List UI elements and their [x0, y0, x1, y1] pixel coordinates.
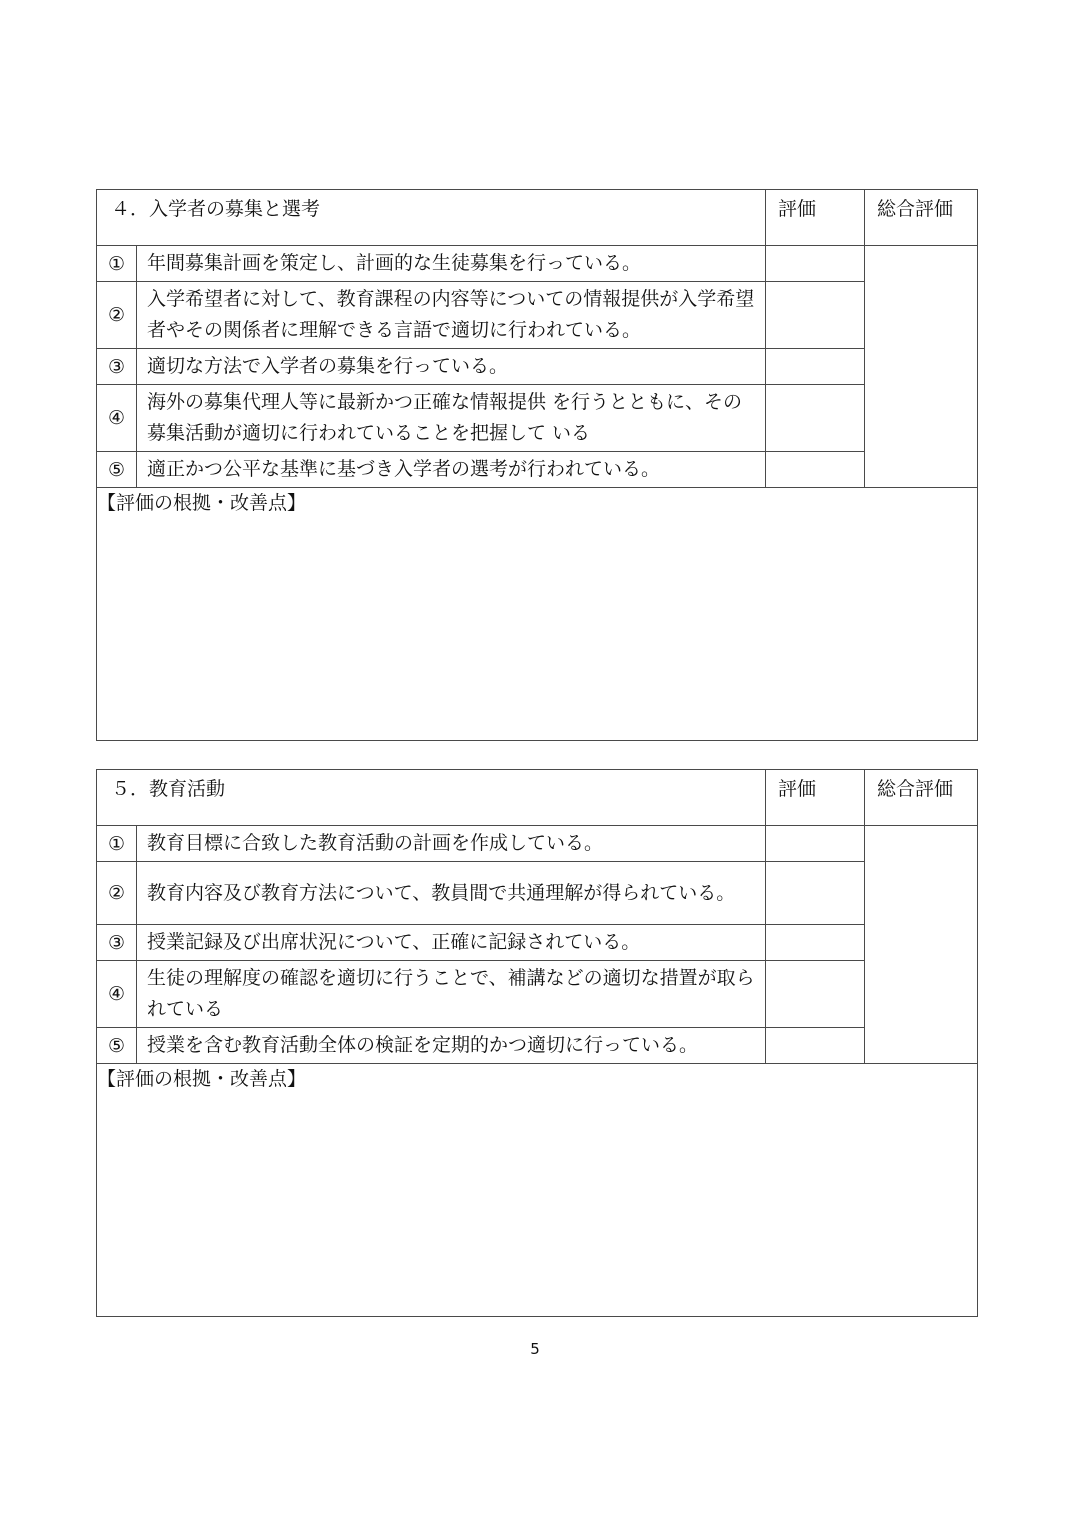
item-number: ③ — [97, 925, 137, 961]
page-number: 5 — [530, 1340, 540, 1358]
item-text: 授業記録及び出席状況について、正確に記録されている。 — [137, 925, 766, 961]
item-text: 適正かつ公平な基準に基づき入学者の選考が行われている。 — [137, 452, 766, 488]
item-text: 教育目標に合致した教育活動の計画を作成している。 — [137, 826, 766, 862]
evaluation-cell[interactable] — [766, 961, 865, 1028]
evaluation-cell[interactable] — [766, 385, 865, 452]
item-text: 教育内容及び教育方法について、教員間で共通理解が得られている。 — [137, 862, 766, 925]
item-number: ⑤ — [97, 1028, 137, 1064]
item-text: 適切な方法で入学者の募集を行っている。 — [137, 349, 766, 385]
evaluation-cell[interactable] — [766, 862, 865, 925]
item-number: ③ — [97, 349, 137, 385]
section-4-evaluation-table — [96, 189, 977, 741]
item-number: ① — [97, 826, 137, 862]
evaluation-cell[interactable] — [766, 925, 865, 961]
section-title: ５．教育活動 — [97, 770, 766, 826]
item-number: ④ — [97, 961, 137, 1028]
evaluation-table — [96, 769, 978, 1317]
evaluation-cell[interactable] — [766, 246, 865, 282]
item-text: 海外の募集代理人等に最新かつ正確な情報提供 を行うとともに、その募集活動が適切に行われていることを把握して いる — [137, 385, 766, 452]
evaluation-cell[interactable] — [766, 452, 865, 488]
item-number: ① — [97, 246, 137, 282]
notes-area[interactable] — [97, 1064, 978, 1317]
overall-evaluation-header: 総合評価 — [865, 770, 978, 826]
evaluation-header: 評価 — [766, 770, 865, 826]
section-5-evaluation-table — [96, 769, 977, 1317]
notes-label: 【評価の根拠・改善点】 — [97, 492, 307, 514]
evaluation-cell[interactable] — [766, 349, 865, 385]
item-text: 入学希望者に対して、教育課程の内容等についての情報提供が入学希望者やその関係者に理解できる言語で適切に行われている。 — [137, 282, 766, 349]
item-text: 生徒の理解度の確認を適切に行うことで、補講などの適切な措置が取られている — [137, 961, 766, 1028]
overall-evaluation-cell[interactable] — [865, 826, 978, 1064]
item-text: 年間募集計画を策定し、計画的な生徒募集を行っている。 — [137, 246, 766, 282]
item-number: ② — [97, 282, 137, 349]
overall-evaluation-cell[interactable] — [865, 246, 978, 488]
notes-area[interactable] — [97, 488, 978, 741]
evaluation-table — [96, 189, 978, 741]
notes-label: 【評価の根拠・改善点】 — [97, 1068, 307, 1090]
overall-evaluation-header: 総合評価 — [865, 190, 978, 246]
item-number: ② — [97, 862, 137, 925]
section-title: ４．入学者の募集と選考 — [97, 190, 766, 246]
evaluation-cell[interactable] — [766, 282, 865, 349]
evaluation-cell[interactable] — [766, 826, 865, 862]
evaluation-cell[interactable] — [766, 1028, 865, 1064]
item-number: ④ — [97, 385, 137, 452]
item-number: ⑤ — [97, 452, 137, 488]
evaluation-header: 評価 — [766, 190, 865, 246]
item-text: 授業を含む教育活動全体の検証を定期的かつ適切に行っている。 — [137, 1028, 766, 1064]
